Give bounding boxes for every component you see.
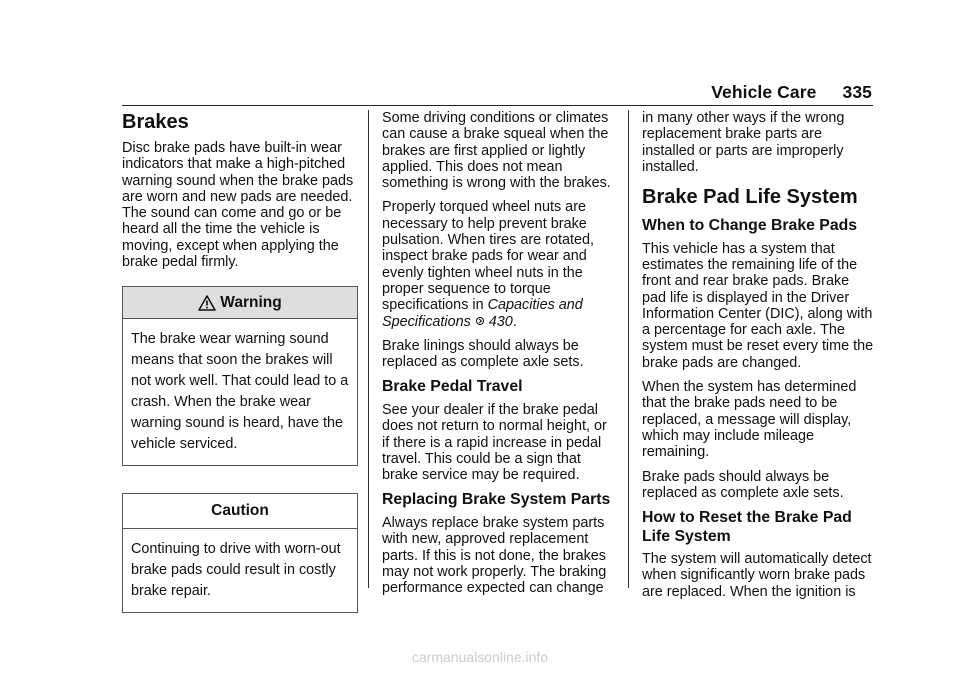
- when-to-change-heading: When to Change Brake Pads: [642, 217, 858, 235]
- replacing-parts-paragraph: Always replace brake system parts with new, approved replacement parts. If this is not done, the brakes may not work properly. The braking performance expected can change: [382, 514, 607, 597]
- torque-paragraph: Properly torqued wheel nuts are necessary to help prevent brake pulsation. When tires are rotated, inspect brake pads for wear and evenly tighten wheel nuts in the proper sequence to torque specifications in Capacities and Specifications 430.: [382, 199, 594, 330]
- warning-title: Warning: [220, 294, 282, 312]
- column-divider-2: [628, 110, 629, 588]
- page-reference-icon: [476, 314, 488, 324]
- header-rule: [122, 105, 873, 106]
- linings-paragraph: Brake linings should always be replaced as complete axle sets.: [382, 337, 584, 371]
- reset-heading: How to Reset the Brake Pad Life System: [642, 509, 852, 545]
- column-3: [642, 110, 874, 608]
- warning-box: [122, 286, 358, 466]
- brakes-intro-paragraph: Disc brake pads have built-in wear indicators that make a high-pitched warning sound when the brake pads are worn and new pads are needed. The sound can come and go or be heard all the time the vehicle is moving, except when applying the brake pedal firmly.: [122, 140, 354, 271]
- section-title: Vehicle Care: [711, 82, 817, 102]
- when-to-change-paragraph-1: This vehicle has a system that estimates the remaining life of the front and rear brake pads. Brake pad life is displayed in the Driver Information Center (DIC), along with a percentage for each axle. The system must be reset every time the brake pads are changed.: [642, 240, 874, 371]
- pedal-travel-heading: Brake Pedal Travel: [382, 378, 523, 396]
- footer-watermark: carmanualsonline.info: [411, 649, 549, 665]
- brakes-heading: Brakes: [122, 111, 189, 133]
- column-2: [382, 110, 612, 604]
- continued-paragraph: in many other ways if the wrong replacement brake parts are installed or parts are improperly installed.: [642, 110, 845, 175]
- column-1: [122, 110, 358, 613]
- caution-body: Continuing to drive with worn-out brake pads could result in costly brake repair.: [131, 541, 341, 600]
- pedal-travel-paragraph: See your dealer if the brake pedal does not return to normal height, or if there is a rapid increase in pedal travel. This could be a sign that brake service may be required.: [382, 401, 607, 484]
- reset-paragraph: The system will automatically detect when significantly worn brake pads are replaced. When the ignition is: [642, 551, 872, 600]
- caution-title: Caution: [123, 494, 357, 529]
- squeal-paragraph: Some driving conditions or climates can cause a brake squeal when the brakes are first applied or lightly applied. This does not mean something is wrong with the brakes.: [382, 110, 611, 192]
- page-header: [711, 82, 872, 103]
- when-to-change-paragraph-2: When the system has determined that the brake pads need to be replaced, a message will display, which may include mileage remaining.: [642, 379, 857, 461]
- warning-icon: [198, 295, 216, 311]
- caution-box: [122, 493, 358, 613]
- when-to-change-paragraph-3: Brake pads should always be replaced as complete axle sets.: [642, 468, 844, 501]
- page-number: 335: [842, 82, 872, 102]
- column-divider-1: [368, 110, 369, 588]
- cross-reference-page[interactable]: 430: [488, 313, 513, 330]
- warning-body: The brake wear warning sound means that soon the brakes will not work well. That could lead to a crash. When the brake wear warning sound is heard, have the vehicle serviced.: [131, 331, 349, 453]
- warning-box-header: [123, 287, 357, 319]
- torque-paragraph-text: Properly torqued wheel nuts are necessary to help prevent brake pulsation. When tires are rotated, inspect brake pads for wear and evenly tighten wheel nuts in the proper sequence to torque specifications in: [382, 199, 594, 314]
- replacing-parts-heading: Replacing Brake System Parts: [382, 491, 611, 509]
- cross-reference-link[interactable]: Capacities and Specifications: [382, 297, 583, 330]
- pad-life-system-heading: Brake Pad Life System: [642, 186, 858, 209]
